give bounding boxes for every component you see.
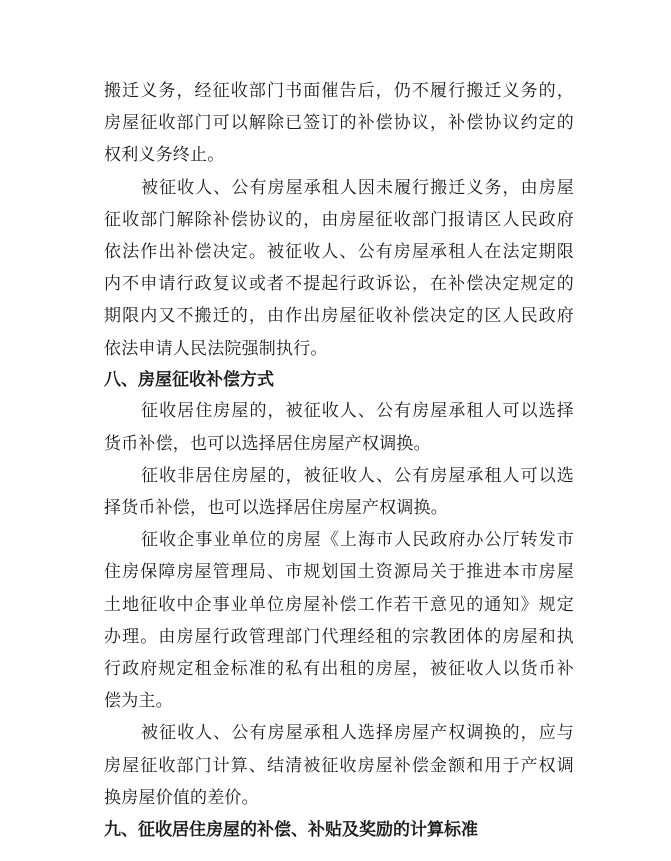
text-line: 房屋征收部门可以解除已签订的补偿协议，补偿协议约定的 — [104, 113, 574, 133]
section-heading: 九、征收居住房屋的补偿、补贴及奖励的计算标准 — [104, 820, 478, 840]
text-line: 搬迁义务，经征收部门书面催告后，仍不履行搬迁义务的， — [104, 81, 574, 101]
text-line: 被征收人、公有房屋承租人选择房屋产权调换的，应与 — [141, 723, 574, 743]
section-heading: 八、房屋征收补偿方式 — [104, 370, 274, 390]
text-line: 内不申请行政复议或者不提起行政诉讼，在补偿决定规定的 — [104, 274, 574, 294]
text-line: 货币补偿，也可以选择居住房屋产权调换。 — [104, 434, 431, 454]
text-line: 被征收人、公有房屋承租人因未履行搬迁义务，由房屋 — [141, 178, 574, 198]
text-line: 征收部门解除补偿协议的，由房屋征收部门报请区人民政府 — [104, 210, 574, 230]
text-line: 偿为主。 — [104, 691, 173, 711]
text-line: 征收企事业单位的房屋《上海市人民政府办公厅转发市 — [141, 530, 574, 550]
text-line: 依法作出补偿决定。被征收人、公有房屋承租人在法定期限 — [104, 242, 574, 262]
text-line: 换房屋价值的差价。 — [104, 788, 259, 808]
text-line: 土地征收中企事业单位房屋补偿工作若干意见的通知》规定 — [104, 595, 574, 615]
text-line: 权利义务终止。 — [104, 145, 225, 165]
text-line: 住房保障房屋管理局、市规划国土资源局关于推进本市房屋 — [104, 562, 574, 582]
text-line: 征收居住房屋的，被征收人、公有房屋承租人可以选择 — [141, 401, 574, 421]
text-line: 征收非居住房屋的，被征收人、公有房屋承租人可以选 — [141, 466, 574, 486]
text-line: 择货币补偿，也可以选择居住房屋产权调换。 — [104, 498, 448, 518]
text-line: 房屋征收部门计算、结清被征收房屋补偿金额和用于产权调 — [104, 756, 574, 776]
text-line: 期限内又不搬迁的，由作出房屋征收补偿决定的区人民政府 — [104, 306, 574, 326]
text-line: 行政府规定租金标准的私有出租的房屋，被征收人以货币补 — [104, 659, 574, 679]
text-line: 依法申请人民法院强制执行。 — [104, 339, 328, 359]
text-line: 办理。由房屋行政管理部门代理经租的宗教团体的房屋和执 — [104, 627, 574, 647]
